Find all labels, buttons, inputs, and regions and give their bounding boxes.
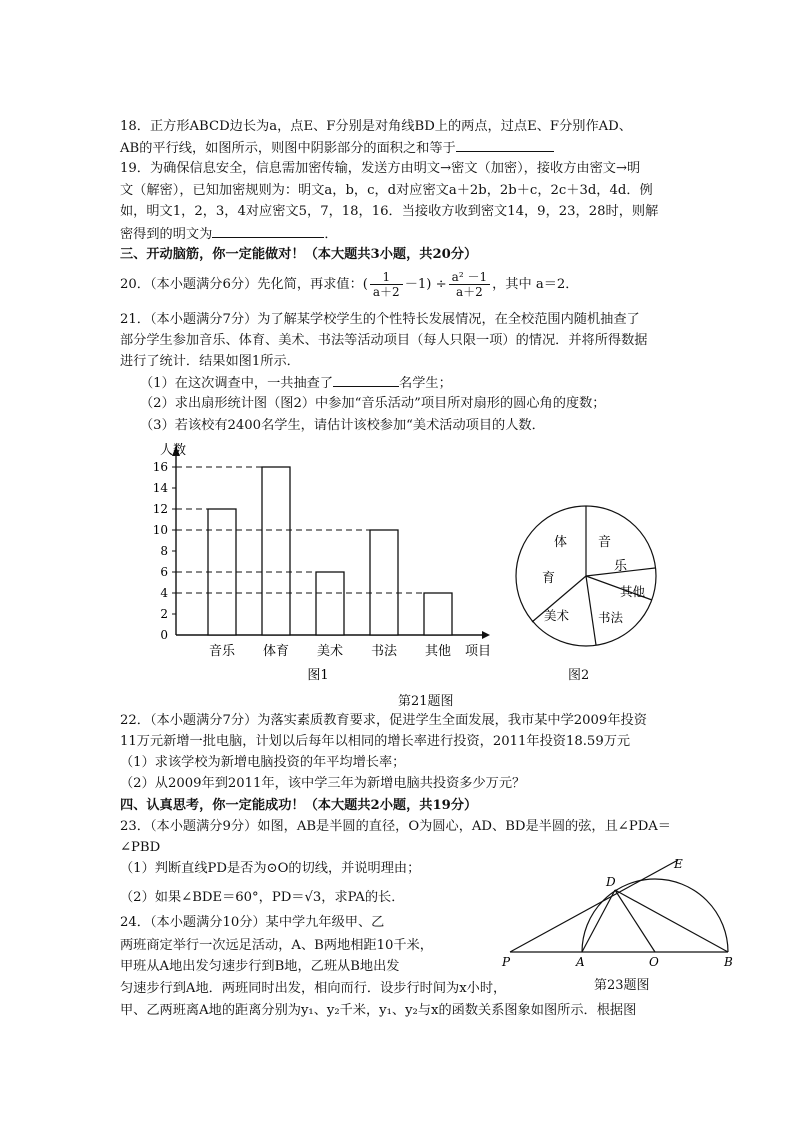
chord-DA — [582, 890, 615, 952]
fraction-2-num: a² －1 — [449, 270, 490, 285]
point-label-B: B — [724, 955, 733, 969]
q24-line3: 甲班从A地出发匀速步行到B地，乙班从B地出发 — [120, 959, 400, 974]
answer-blank — [456, 139, 554, 152]
q21-sub1 — [140, 374, 452, 393]
q22-sub1: （1）求该学校为新增电脑投资的年平均增长率； — [120, 755, 406, 770]
q19-line3: 如，明文1，2，3，4对应密文5，7，18，16．当接收方收到密文14，9，23，28时，则解 — [120, 204, 659, 219]
q23-sub2: （2）如果∠BDE＝60°，PD＝√3，求PA的长． — [120, 890, 405, 905]
bar-4 — [424, 593, 452, 635]
q22-line1: 22．（本小题满分7分）为落实素质教育要求，促进学生全面发展，我市某中学2009年投资 — [120, 713, 647, 728]
line-PE — [510, 860, 678, 952]
q23-line1: 23．（本小题满分9分）如图，AB是半圆的直径，O为圆心，AD、BD是半圆的弦，且∠PDA＝ — [120, 819, 671, 834]
q20-suffix: ，其中 a＝2． — [492, 277, 579, 292]
chord-DB — [615, 890, 728, 952]
geometry-figure-23 — [500, 850, 750, 990]
x-axis-arrow — [482, 631, 490, 639]
q24-line1: 24．（本小题满分10分）某中学九年级甲、乙 — [120, 915, 385, 930]
q24-line5: 甲、乙两班离A地的距离分别为y₁、y₂千米，y₁、y₂与x的函数关系图象如图所示．根据图 — [120, 1003, 637, 1018]
q22-sub2: （2）从2009年到2011年，该中学三年为新增电脑共投资多少万元？ — [120, 776, 526, 791]
y-axis-label: 人数 — [160, 443, 187, 458]
pie-label-le: 乐 — [614, 559, 628, 574]
q21-line3: 进行了统计．结果如图1所示． — [120, 354, 300, 369]
fraction-1-den: a＋2 — [372, 285, 400, 299]
section4-title: 四、认真思考，你一定能成功！（本大题共2小题，共19分） — [120, 798, 478, 813]
y-tick-label: 0 — [160, 628, 168, 642]
q21-line2: 部分学生参加音乐、体育、美术、书法等活动项目（每人只限一项）的情况．并将所得数据 — [120, 333, 648, 348]
figure-21-caption: 第21题图 — [398, 694, 454, 709]
x-axis-label: 项目 — [464, 644, 492, 659]
pie-chart — [510, 500, 690, 680]
q21-sub2: （2）求出扇形统计图（图2）中参加“音乐活动”项目所对扇形的圆心角的度数； — [140, 396, 606, 411]
q19-line2: 文（解密），已知加密规则为：明文a，b，c，d对应密文a＋2b，2b＋c，2c＋3d，4d．例 — [120, 183, 653, 198]
pie-label-shufa: 书法 — [598, 610, 624, 625]
semicircle-arc — [582, 879, 728, 952]
q21-sub1-post: 名学生； — [399, 376, 452, 391]
bar-chart — [140, 440, 510, 685]
q19-line4: 密得到的明文为 ． — [120, 227, 338, 242]
x-tick-label: 体育 — [262, 644, 290, 659]
x-tick-label: 音乐 — [208, 644, 236, 659]
fraction-1 — [370, 270, 403, 299]
y-tick-label: 16 — [152, 460, 168, 474]
q20-line — [120, 270, 578, 299]
bar-chart-caption: 图1 — [307, 668, 329, 683]
q18-line2 — [120, 139, 554, 158]
q23-line2: ∠PBD — [120, 840, 161, 855]
bar-1 — [262, 467, 290, 635]
x-tick-label: 书法 — [370, 644, 398, 659]
q23-sub1: （1）判断直线PD是否为⊙O的切线，并说明理由； — [120, 861, 421, 876]
y-tick-label: 8 — [160, 544, 168, 558]
segment-DO — [615, 890, 655, 952]
y-tick-label: 10 — [152, 523, 168, 537]
bar-2 — [316, 572, 344, 635]
x-tick-label: 美术 — [316, 644, 344, 659]
q19-line4-text: 密得到的明文为 — [120, 227, 213, 242]
y-tick-label: 6 — [160, 565, 168, 579]
q24-line2: 两班商定举行一次远足活动，A、B两地相距10千米， — [120, 938, 433, 953]
q24-line4: 匀速步行到A地．两班同时出发，相向而行．设步行时间为x小时， — [120, 981, 507, 996]
point-label-E: E — [674, 857, 683, 871]
x-tick-label: 其他 — [424, 644, 452, 659]
q19-line1: 19．为确保信息安全，信息需加密传输，发送方由明文→密文（加密），接收方由密文→明 — [120, 161, 641, 176]
answer-blank — [333, 374, 399, 387]
y-tick-label: 2 — [160, 607, 168, 621]
pie-label-meishu: 美术 — [544, 608, 570, 623]
pie-label-yu: 育 — [542, 571, 556, 586]
q22-line2: 11万元新增一批电脑，计划以后每年以相同的增长率进行投资，2011年投资18.59万元 — [120, 734, 631, 749]
point-label-P: P — [502, 955, 511, 969]
q21-line1: 21．（本小题满分7分）为了解某学校学生的个性特长发展情况，在全校范围内随机抽查了 — [120, 312, 640, 327]
pie-caption: 图2 — [568, 668, 590, 683]
y-tick-label: 14 — [152, 481, 168, 495]
point-label-D: D — [606, 875, 616, 889]
bar-3 — [370, 530, 398, 635]
figure-23-caption: 第23题图 — [594, 978, 650, 993]
pie-label-ti: 体 — [554, 535, 568, 550]
answer-blank — [212, 225, 324, 238]
q18-line1: 18．正方形ABCD边长为a，点E、F分别是对角线BD上的两点，过点E、F分别作AD、 — [120, 119, 632, 134]
fraction-2 — [449, 270, 490, 299]
q21-sub3: （3）若该校有2400名学生，请估计该校参加“美术活动项目的人数． — [140, 418, 545, 433]
y-tick-label: 12 — [152, 502, 168, 516]
pie-label-qita: 其他 — [620, 584, 646, 599]
y-tick-label: 4 — [160, 586, 168, 600]
q21-sub1-pre: （1）在这次调查中，一共抽查了 — [140, 376, 334, 391]
pie-divider — [586, 576, 596, 645]
q20-mid: －1) ÷ — [404, 277, 447, 292]
q18-line2-text: AB的平行线，如图所示，则图中阴影部分的面积之和等于 — [120, 141, 456, 156]
section3-title: 三、开动脑筋，你一定能做对！（本大题共3小题，共20分） — [120, 247, 478, 262]
q20-prefix: 20．（本小题满分6分）先化简，再求值：( — [120, 277, 368, 292]
point-label-O: O — [649, 955, 659, 969]
pie-label-yin: 音 — [598, 535, 612, 550]
fraction-1-num: 1 — [370, 270, 403, 285]
point-label-A: A — [576, 955, 585, 969]
fraction-2-den: a＋2 — [455, 285, 483, 299]
